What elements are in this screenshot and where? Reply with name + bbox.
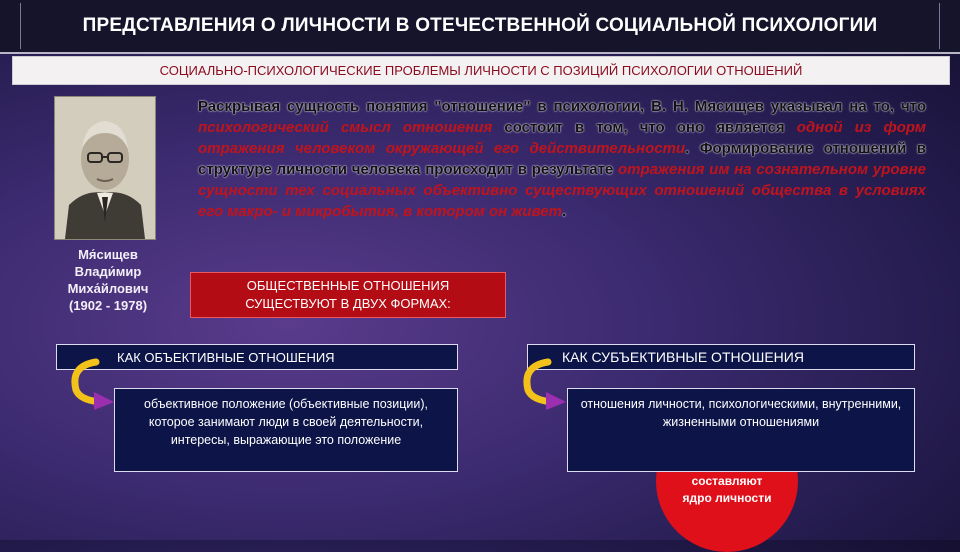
caption-surname: Мя́сищев bbox=[78, 247, 138, 262]
subtitle-bar bbox=[12, 56, 950, 85]
forms-box-line2: СУЩЕСТВУЮТ В ДВУХ ФОРМАХ: bbox=[245, 296, 451, 311]
caption-name: Влади́мир bbox=[74, 264, 142, 279]
objective-heading: КАК ОБЪЕКТИВНЫЕ ОТНОШЕНИЯ bbox=[117, 349, 335, 365]
caption-patronymic: Миха́йлович bbox=[67, 281, 149, 296]
subjective-description: отношения личности, психологическими, внутренними, жизненными отношениями bbox=[567, 388, 915, 472]
para-text-3: . Формирование отношений в структуре личности человека происходит в результате bbox=[198, 140, 926, 178]
page-title: ПРЕДСТАВЛЕНИЯ О ЛИЧНОСТИ В ОТЕЧЕСТВЕННОЙ СОЦИАЛЬНОЙ ПСИХОЛОГИИ bbox=[20, 3, 940, 49]
title-bar bbox=[0, 0, 960, 54]
subjective-heading: КАК СУБЪЕКТИВНЫЕ ОТНОШЕНИЯ bbox=[562, 349, 804, 365]
description-paragraph bbox=[198, 96, 926, 222]
forms-box-line1: ОБЩЕСТВЕННЫЕ ОТНОШЕНИЯ bbox=[246, 278, 450, 293]
portrait-photo bbox=[54, 96, 156, 240]
para-highlight-2: одной из форм отражения человеком окружающей его действительности bbox=[198, 119, 926, 157]
circle-line1: составляют bbox=[691, 474, 763, 488]
circle-line2: ядро личности bbox=[682, 491, 772, 505]
portrait-person-icon bbox=[55, 97, 155, 239]
para-text-2: состоит в том, что оно является bbox=[492, 119, 797, 136]
para-highlight-1: психологический смысл отношения bbox=[198, 119, 493, 136]
subjective-heading-box bbox=[527, 344, 915, 370]
portrait-caption bbox=[48, 246, 168, 314]
forms-box bbox=[190, 272, 506, 318]
para-text-4: . bbox=[561, 203, 567, 220]
page-subtitle: СОЦИАЛЬНО-ПСИХОЛОГИЧЕСКИЕ ПРОБЛЕМЫ ЛИЧНОСТИ С ПОЗИЦИЙ ПСИХОЛОГИИ ОТНОШЕНИЙ bbox=[159, 63, 803, 78]
para-text-1: Раскрывая сущность понятия "отношение" в психологии, В. Н. Мясищев указывал на то, что bbox=[198, 98, 926, 115]
core-circle-text bbox=[664, 473, 790, 507]
objective-description: объективное положение (объективные позиции), которое занимают люди в своей деятельности, интересы, выражающие это положение bbox=[114, 388, 458, 472]
para-highlight-3: отражения им на сознательном уровне сущности тех социальных объективно существующих отношений общества в условиях его макро- и микробытия, в котором он живет bbox=[198, 161, 926, 220]
caption-years: (1902 - 1978) bbox=[68, 298, 148, 313]
